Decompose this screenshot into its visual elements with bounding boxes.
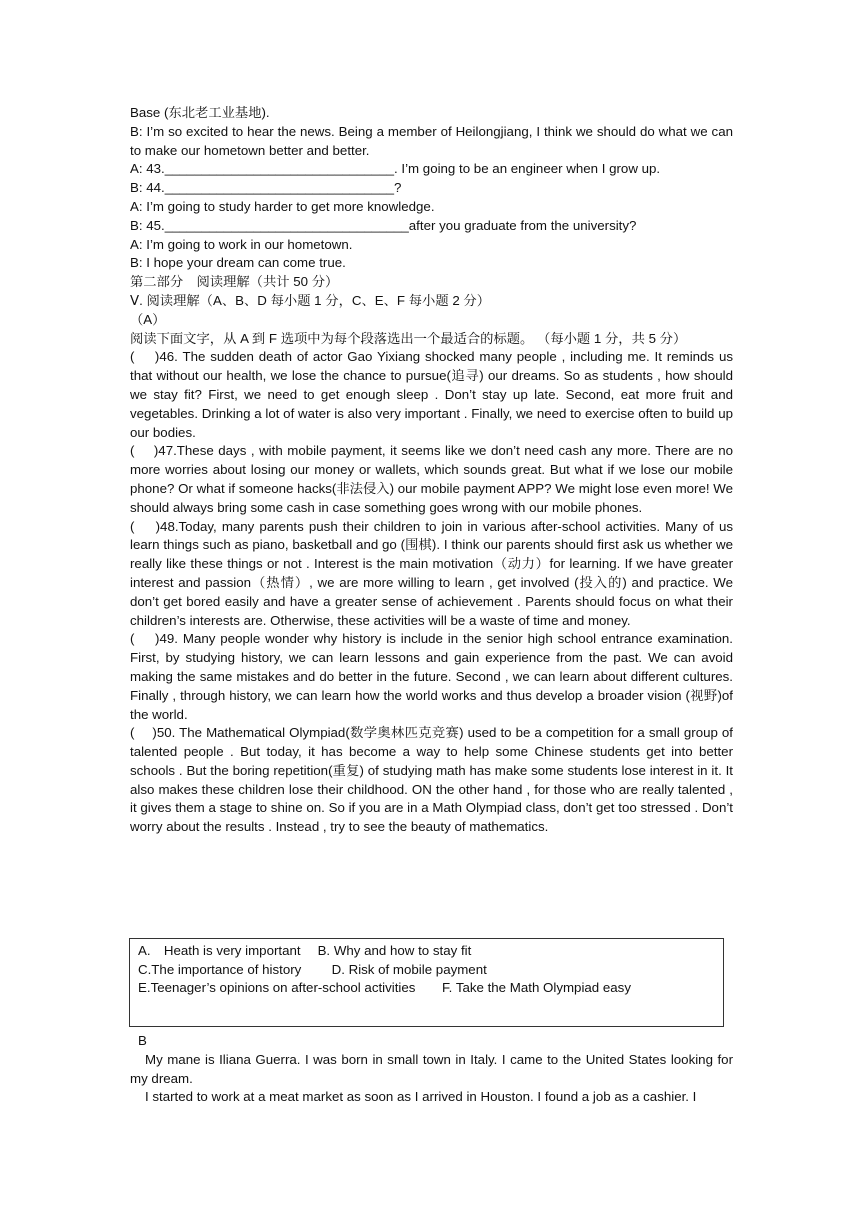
question-paragraph-49: ( )49. Many people wonder why history is include in the senior high school entrance examination. First, by studying history, we can learn lessons and gain experience from the past. We can avoid making the same mistakes and do better in the future. Second , we can learn about different cultures. Finally , through history, we can learn how the world works and thus develop a broader vision (视野)of the world. [130, 631, 733, 722]
dialogue-line: Base (东北老工业基地). [130, 105, 270, 120]
section-v-title: Ⅴ. 阅读理解（A、B、D 每小题 1 分，C、E、F 每小题 2 分） [130, 292, 491, 308]
main-content [130, 104, 733, 837]
dialogue-line: B: I hope your dream can come true. [130, 255, 346, 271]
section-a-label: （A） [130, 311, 166, 327]
dialogue-line: B: I’m so excited to hear the news. Being a member of Heilongjiang, I think we should do what we can to make our hometown better and better. [130, 123, 733, 158]
dialogue-line: A: I’m going to work in our hometown. [130, 236, 353, 252]
section-b-paragraph: My mane is Iliana Guerra. I was born in small town in Italy. I came to the United States looking for my dream. [130, 1051, 733, 1086]
question-paragraph-50: ( )50. The Mathematical Olympiad(数学奥林匹克竞赛) used to be a competition for a small group of talented people . But today, it has become a way to help some Chinese students get into better schools . But the boring repetition(重复) of studying math has make some students lose interest in it. It also makes these children lose their childhood. ON the other hand , for those who are really talented , it gives them a stage to shine on. So if you are in a Math Olympiad class, don’t get too stressed . Don’t worry about the results . Instead , try to see the beauty of mathematics. [130, 725, 733, 835]
option-line: C.The importance of history D. Risk of mobile payment [138, 961, 487, 977]
question-paragraph-47: ( )47.These days , with mobile payment, it seems like we don’t need cash any more. There are no more worries about losing our money or wallets, which sounds great. But what if we lose our mobile phone? Or what if someone hacks(非法侵入) our mobile payment APP? We might lose even more! We should always bring some cash in case something goes wrong with our mobile phones. [130, 443, 733, 515]
dialogue-line: B: 45._________________________________after you graduate from the university? [130, 217, 637, 233]
section-b [130, 1032, 733, 1107]
question-paragraph-46: ( )46. The sudden death of actor Gao Yixiang shocked many people , including me. It reminds us that without our health, we lose the chance to pursue(追寻) our dreams. So as students , how should we stay fit? First, we need to get enough sleep . Don’t stay up late. Second, eat more fruit and vegetables. Drinking a lot of water is also very important . Finally, we need to exercise often to build up our bodies. [130, 349, 733, 440]
part-two-title: 第二部分 阅读理解（共计 50 分） [130, 274, 339, 290]
dialogue-line: A: I’m going to study harder to get more knowledge. [130, 198, 435, 214]
section-b-paragraph: I started to work at a meat market as soon as I arrived in Houston. I found a job as a cashier. I [145, 1089, 697, 1105]
options-box [129, 938, 724, 1027]
dialogue-line: A: 43._______________________________. I’m going to be an engineer when I grow up. [130, 161, 661, 177]
option-line: E.Teenager’s opinions on after-school activities F. Take the Math Olympiad easy [138, 980, 631, 995]
question-paragraph-48: ( )48.Today, many parents push their children to join in various after-school activities. Many of us learn things such as piano, basketball and go (围棋). I think our parents should first ask us whether we really like these things or not . Interest is the main motivation（动力）for learning. If we have greater interest and passion（热情）, we are more willing to learn , get involved (投入的) and practice. We don’t get bored easily and have a greater sense of achievement . Parents should focus on what their children’s interests are. Otherwise, these activities will be a waste of time and money. [130, 518, 733, 628]
option-line: A. Heath is very important B. Why and how to stay fit [138, 943, 472, 958]
section-b-label: B [138, 1033, 147, 1048]
dialogue-line: B: 44._______________________________? [130, 180, 402, 196]
section-a-instruction: 阅读下面文字，从 A 到 F 选项中为每个段落选出一个最适合的标题。 （每小题 1 分，共 5 分） [130, 330, 687, 346]
